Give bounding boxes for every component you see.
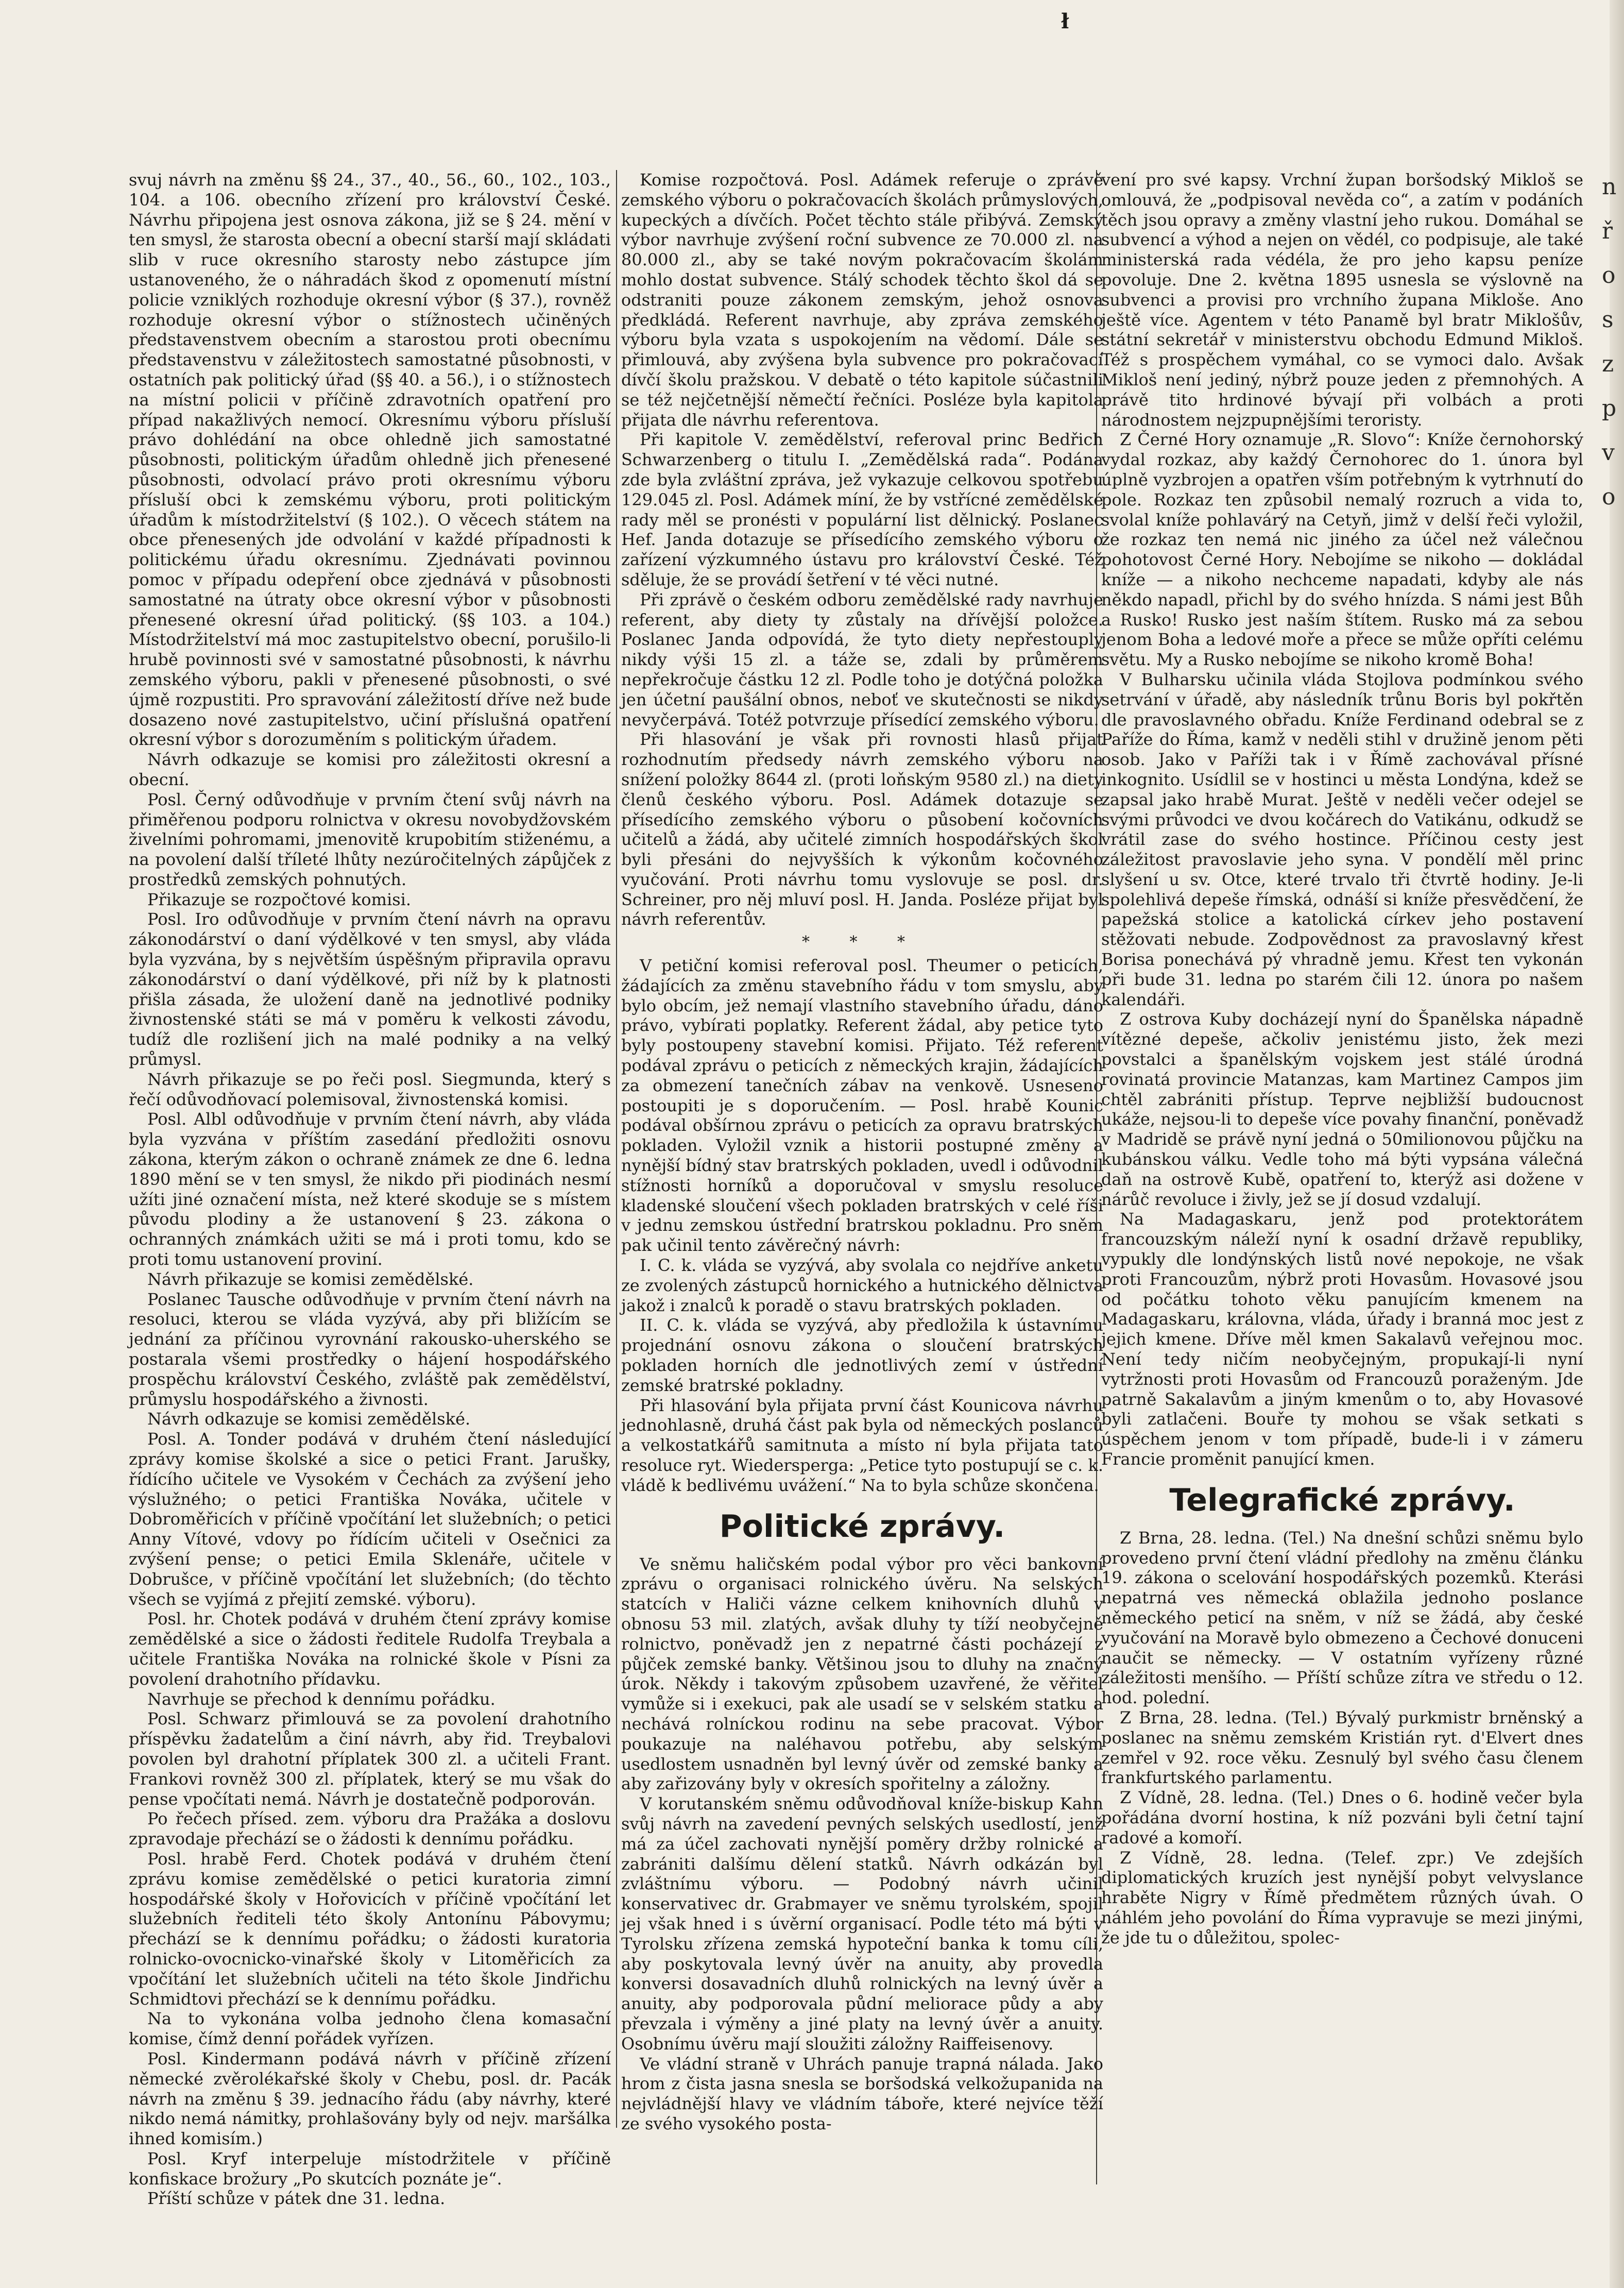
section-heading-telegraphic: Telegrafické zprávy. — [1169, 1482, 1515, 1518]
column-right-part-a — [1101, 170, 1583, 1469]
section-heading-political: Politické zprávy. — [719, 1508, 1005, 1545]
paragraph: V korutanském sněmu odůvodňoval kníže-biskup Kahn svůj návrh na zavedení pevných selských usedlostí, jenž má za účel zachovati nynější poměry držby rolnické a zabrániti dalšímu dělení statků. Návrh odkázán byl zvláštnímu výboru. — Podobný návrh učinil konservativec dr. Grabmayer ve sněmu tyrolském, spojil jej však hned i s úvěrní organisací. Podle této má býti v Tyrolsku zřízena zemská hypoteční banka k tomu cíli, aby poskytovala levný úvěr na anuity, aby provedla konversi dosavadních dluhů rolnických na levný úvěr a anuity, aby podporovala půdní meliorace půdy a aby převzala i výměny a jiné platy na levný úvěr a anuity. Osobnímu úvěru mají sloužiti záložny Raiffeisenovy. — [621, 1794, 1103, 2054]
paragraph: Při zprávě o českém odboru zemědělské rady navrhuje referent, aby diety ty zůstaly na dřívější položce. Poslanec Janda odpovídá, že tyto diety nepřestouply nikdy výši 15 zl. a táže se, zdali by průměrem nepřekročuje částku 12 zl. Podle toho je dotýčná položka jen účetní paušální obnos, neboť ve skutečnosti se nikdy nevyčerpává. Totéž potvrzuje přísedící zemského výboru. — [621, 589, 1103, 730]
paragraph: Z Brna, 28. ledna. (Tel.) Bývalý purkmistr brněnský a poslanec na sněmu zemském Kristián ryt. d'Elvert dnes zemřel v 92. roce věku. Zesnulý byl svého času členem frankfurtského parlamentu. — [1101, 1707, 1583, 1788]
paragraph: Z Černé Hory oznamuje „R. Slovo“: Kníže černohorský vydal rozkaz, aby každý Černohorec do 1. února byl úplně vyzbrojen a opatřen vším potřebným k vytrhnutí do pole. Rozkaz ten způsobil nemalý rozruch a vida to, svolal kníže pohlavárý na Cetyň, jimž v delší řeči vyložil, že rozkaz ten nemá nic jiného za účel než válečnou pohotovost Černé Hory. Nebojíme se nikoho — dokládal kníže — a nikoho nechceme napadati, kdyby ale nás někdo napadl, přichl by do svého hnízda. S námi jest Bůh a Rusko! Rusko jest naším štítem. Rusko má za sebou jenom Boha a ledové moře a přece se může opříti celému světu. My a Rusko nebojíme se nikoho kromě Boha! — [1101, 430, 1583, 670]
paragraph: Z ostrova Kuby docházejí nyní do Španělska nápadně vítězné depeše, ačkoliv jenistému jisto, žek mezi povstalci a španělským vojskem jest stálé úrodná rovinatá provincie Matanzas, kam Martinez Campos jim chtěl zabrániti přístup. Teprve nejbližší budoucnost ukáže, nejsou-li to depeše více povahy finanční, poněvadž v Madridě se právě nyní jedná o 50milionovou půjčku na kubánskou válku. Vedle toho má býti vypsána válečná daň na ostrově Kubě, opatření to, kterýž asi dožene v nárůč revoluce i živly, jež se jí dosud vzdalují. — [1101, 1009, 1583, 1209]
paragraph: Návrh odkazuje se komisi zemědělské. — [147, 1409, 471, 1429]
paragraph: Poslanec Tausche odůvodňuje v prvním čtení návrh na resoluci, kterou se vláda vyzývá, aby při bližícím se jednání za příčinou vyrovnání rakousko-uherského se postarala všemi prostředky o hájení hospodářského prospěchu království Českého, zvláště pak zemědělství, průmyslu hospodářského a živnosti. — [129, 1289, 611, 1409]
paragraph: Posl. Kindermann podává návrh v příčině zřízení německé zvěrolékařské školy v Chebu, posl. dr. Pacák návrh na změnu § 39. jednacího řádu (aby návrhy, které nikdo nemá námitky, prohlašovány byly od nejv. maršálka ihned komisím.) — [129, 2048, 611, 2149]
page-top-mark: ł — [1061, 9, 1069, 33]
paragraph: Posl. Iro odůvodňuje v prvním čtení návrh na opravu zákonodárství o daní výdělkové v ten smysl, aby vláda byla vyzvána, by s největším úspěšným připravila opravu zákonodárství o daní výdělkové, při níž by k platnosti přišla zásada, že uložení daně na jednotlivé podniky živnostenské státi se má v poměru k velkosti závodu, tudíž dle rozlišení jich na malé podniky a na velký průmysl. — [129, 909, 611, 1070]
column-right — [1101, 170, 1583, 2184]
paragraph: Návrh přikazuje se komisi zemědělské. — [147, 1269, 474, 1289]
paragraph: Při hlasování byla přijata první část Kounicova návrhu jednohlasně, druhá část pak byla od německých poslanců a velkostatkářů samitnuta a místo ní byla přijata tato resoluce ryt. Wiedersperga: „Petice tyto postupují se c. k. vládě k bedlivému uvážení.“ Na to byla schůze skončena. — [621, 1395, 1103, 1495]
paragraph: Komise rozpočtová. Posl. Adámek referuje o zprávě zemského výboru o pokračovacích školách průmyslových, kupeckých a dívčích. Počet těchto stále přibývá. Zemský výbor navrhuje zvýšení roční subvence ze 70.000 zl. na 80.000 zl., aby se také novým pokračovacím školám mohlo dostat subvence. Stálý schodek těchto škol dá se odstraniti pouze zákonem zemským, jehož osnova předkládá. Referent navrhuje, aby zpráva zemského výboru byla vzata s uspokojením na vědomí. Dále se přimlouvá, aby zvýšena byla subvence pro pokračovací dívčí školu pražskou. V debatě o této kapitole súčastnili se též nejčetnější němečtí řečníci. Posléze byla kapitola přijata dle návrhu referentova. — [621, 170, 1103, 430]
paragraph: Navrhuje se přechod k dennímu pořádku. — [147, 1689, 495, 1709]
paragraph: Ve vládní straně v Uhrách panuje trapná nálada. Jako hrom z čista jasna snesla se boršodská velkožupanida na nejvládnější hlavy ve vládním táboře, které nejvíce těží ze svého vysokého posta- — [621, 2054, 1103, 2133]
section-stars: * * * — [801, 933, 923, 952]
paragraph: Posl. Schwarz přimlouvá se za povolení drahotního příspěvku žadatelům a činí návrh, aby řid. Treybalovi povolen byl drahotní příplatek 300 zl. a učiteli Frant. Frankovi rovněž 300 zl. příplatek, který se mu však do pense vpočítati nemá. Návrh je dostatečně podporován. — [129, 1709, 611, 1809]
column-rule-1 — [616, 170, 617, 2128]
paragraph: Návrh přikazuje se po řeči posl. Siegmunda, který s řečí odůvodňovací polemisoval, živnostenská komisi. — [129, 1069, 611, 1109]
paragraph: Při kapitole V. zemědělství, referoval princ Bedřich Schwarzenberg o titulu I. „Zemědělská rada“. Podána zde byla zvláštní zpráva, jež vykazuje celkovou spotřebu 129.045 zl. Posl. Adámek míní, že by vstřícné zemědělské rady měl se pronésti v populární list dělnický. Poslanec Hef. Janda dotazuje se přísedícího zemského výboru o zařízení výzkumného ústavu pro království České. Též sděluje, že se provádí šetření v té věci nutné. — [621, 430, 1103, 589]
paragraph: Při hlasování je však při rovnosti hlasů přijat rozhodnutím předsedy návrh zemského výboru na snížení položky 8644 zl. (proti loňským 9580 zl.) na diety členů českého výboru. Posl. Adámek dotazuje se přísedícího zemského výboru o působení kočovních učitelů a žádá, aby učitelé zimních hospodářských škol byli přesáni do nejvyšších k výkonům kočovného vyučování. Proti návrhu tomu vyslovuje se posl. dr. Schreiner, pro něj mluví posl. H. Janda. Posléze přijat byl návrh referentův. — [621, 730, 1103, 929]
column-middle-part-a — [621, 170, 1103, 929]
bleed-char: p — [1602, 395, 1617, 421]
column-middle — [621, 170, 1103, 2184]
column-right-part-b — [1101, 1528, 1583, 1948]
paragraph: Z Vídně, 28. ledna. (Tel.) Dnes o 6. hodině večer byla pořádána dvorní hostina, k níž pozváni byli četní tajní radové a komoří. — [1101, 1788, 1583, 1848]
paragraph: Přikazuje se rozpočtové komisi. — [147, 889, 412, 909]
paragraph: Ve sněmu haličském podal výbor pro věci bankovní zprávu o organisaci rolnického úvěru. Na selských statcích v Haliči vázne celkem knihovních dluhů v obnosu 53 mil. zlatých, avšak dluhy ty tíží neobyčejně rolnictvo, poněvadž jen z nepatrné části pocházejí z půjček zemské banky. Většinou jsou to dluhy na značný úrok. Někdy i takovým způsobem uzavřené, že věřitel vymůže si i exekuci, pak ale usadí se v selském statku a nechává rolníckou rodinu na sebe pracovat. Výbor poukazuje na naléhavou potřebu, aby selským usedlostem usnadněn byl levný úvěr od zemské banky a aby zařizovány byly v okresích spořitelny a záložny. — [621, 1554, 1103, 1794]
bleed-char: o — [1602, 484, 1616, 510]
paragraph: Návrh odkazuje se komisi pro záležitosti okresní a obecní. — [129, 750, 611, 789]
column-middle-part-c — [621, 1554, 1103, 2134]
bleed-char: ř — [1602, 218, 1613, 244]
paragraph: Na to vykonána volba jednoho člena komasační komise, čímž denní pořádek vyřízen. — [129, 2009, 611, 2049]
adjacent-page-bleed — [1602, 165, 1620, 519]
paragraph: Posl. Albl odůvodňuje v prvním čtení návrh, aby vláda byla vyzvána v příštím zasedání předložiti osnovu zákona, kterým zákon o ochraně známek ze dne 6. ledna 1890 mění se v ten smysl, že nikdo při piodinách nesmí užíti jiné označení místa, než které skoduje se s místem původu plodiny a že ustanovení § 23. zákona o ochranných známkách užiti se má i proti tomu, kdo se proti tomu ustanovení proviní. — [129, 1109, 611, 1269]
column-left — [129, 170, 611, 2209]
paragraph: V Bulharsku učinila vláda Stojlova podmínkou svého setrvání v úřadě, aby následník trůnu Boris byl pokřtěn dle pravoslavného obřadu. Kníže Ferdinand odebral se z Paříže do Říma, kamž v neděli stihl v družině jenom pěti osob. Jako v Paříži tak i v Římě zachovával přísné inkognito. Usídlil se v hostinci u města Londýna, kdež se zapsal jako hrabě Murat. Ještě v neděli večer odejel se svými průvodci ve dvou kočárech do Vatikánu, odkudž se vrátil zase do svého hostince. Příčinou cesty jest záležitost pravoslavie jeho syna. V pondělí měl princ slyšení u sv. Otce, které trvalo tři čtvrtě hodiny. Je-li spolehlivá depeše římská, odnáší si kníže přesvědčení, že papežská stolice a katolická církev jeho postavení stěžovati nebude. Zodpovědnost za pravoslavný křest Borisa ponechává pý vhradně jemu. Křest ten vykonán při bude 31. ledna po starém čili 12. února po našem kalendáři. — [1101, 669, 1583, 1009]
paragraph: Posl. A. Tonder podává v druhém čtení následující zprávy komise školské a sice o petici Frant. Jarušky, řídícího učitele ve Vysokém v Čechách za zvýšení jeho výslužného; o petici Františka Nováka, učitele v Dobroměřicích v příčině vpočítání let služebních; o petici Anny Vítové, vdovy po řídícím učiteli v Osečnici za zvýšení pense; o petici Emila Sklenáře, učitele v Dobrušce, v příčině vpočítání let služebních; (do těchto všech se vyjímá z přejití zemské. výboru). — [129, 1429, 611, 1609]
paragraph: vení pro své kapsy. Vrchní župan boršodský Mikloš se omlouvá, že „podpisoval nevěda co“, a zatím v podáních těch jsou opravy a změny vlastní jeho rukou. Domáhal se subvencí a výhod a nejen on vědél, co podpisuje, ale také ministerská rada védéla, že pro jeho kapsu peníze povoluje. Dne 2. května 1895 usnesla se výslovně na subvenci a provisi pro vrchního župana Mikloše. Ano ještě více. Agentem v této Panamě byl bratr Miklošův, státní sekretář v ministerstvu obchodu Edmund Mikloš. Též s prospěchem vymáhal, co se vymoci dalo. Avšak Mikloš není jediný, nýbrž pouze jeden z přemnohých. A právě tito hrdinové bývají při volbách a proti národnostem nejzpupnějšími teroristy. — [1101, 170, 1583, 430]
paragraph: Posl. hr. Chotek podává v druhém čtení zprávy komise zemědělské a sice o žádosti ředitele Rudolfa Treybala a učitele Františka Nováka na rolnické škole v Písni za povolení drahotního přídavku. — [129, 1609, 611, 1689]
bleed-char: s — [1602, 307, 1614, 333]
paragraph: Z Brna, 28. ledna. (Tel.) Na dnešní schůzi sněmu bylo provedeno první čtení vládní předlohy na změnu článku 19. zákona o scelování hospodářských pozemků. Kterási nepatrná ves německá oblažila jednoho poslance německého peticí na sněm, v níž se žádá, aby české vyučování na Moravě bylo obmezeno a Čechové donuceni naučit se německy. — V ostatním vyřízeny různé záležitosti menšího. — Příští schůze zítra ve středu o 12. hod. polední. — [1101, 1528, 1583, 1708]
paragraph: Příští schůze v pátek dne 31. ledna. — [147, 2189, 446, 2209]
column-middle-part-b — [621, 956, 1103, 1496]
bleed-char: v — [1602, 439, 1615, 466]
paragraph: II. C. k. vláda se vyzývá, aby předložila k ústavnímu projednání osnovu zákona o sloučení bratrských pokladen horních dle jednotlivých zemí v ústřední zemské bratrské pokladny. — [621, 1315, 1103, 1395]
bleed-char: z — [1602, 351, 1614, 377]
paragraph: Posl. Kryf interpeluje místodržitele v příčině konfiskace brožury „Po skutcích poznáte je“. — [129, 2148, 611, 2189]
paragraph: Po řečech přísed. zem. výboru dra Pražáka a doslovu zpravodaje přechází se o žádosti k dennímu pořádku. — [129, 1809, 611, 1849]
paragraph: Na Madagaskaru, jenž pod protektorátem francouzským náleží nyní k osadní državě republiky, vypukly dle londýnských listů nové nepokoje, ne však proti Francouzům, nýbrž proti Hovasům. Hovasové jsou od počátku tohoto věku panujícím kmenem na Madagaskaru, královna, vláda, úřady i branná moc jest z jejich kmene. Dříve měl kmen Sakalavů veřejnou moc. Není tedy ničím neobyčejným, propukají-li nyní vytržnosti proti Hovasům od Francouzů poraženým. Jde patrně Sakalavům a jiným kmenům o to, aby Hovasové byli zatlačeni. Bouře ty mohou se však setkati s úspěchem jenom v tom případě, bude-li i v zámeru Francie proměnit panující kmen. — [1101, 1209, 1583, 1469]
paragraph: V petiční komisi referoval posl. Theumer o peticích, žádajících za změnu stavebního řádu v tom smyslu, aby bylo obcím, jež nemají vlastního stavebního úřadu, dáno právo, vybírati poplatky. Referent žádal, aby petice tyto byly postoupeny stavební komisi. Přijato. Též referent podával zprávu o peticích z německých krajin, žádajících za obmezení tanečních zábav na venkově. Usneseno postoupiti je s doporučením. — Posl. hrabě Kounic podával obšírnou zprávu o peticích za opravu bratrských pokladen. Vyložil vznik a historii postupné změny a nynější bídný stav bratrských pokladen, uvedl i odůvodnil stížnosti horníků a doporučoval v smyslu resoluce kladenské sloučení všech pokladen bratrských v celé říši v jednu zemskou ústřední bratrskou pokladnu. Pro sněm pak učinil tento závěrečný návrh: — [621, 956, 1103, 1256]
paragraph: Z Vídně, 28. ledna. (Telef. zpr.) Ve zdejších diplomatických kruzích jest nynější pobyt velvyslance hraběte Nigry v Římě předmětem různých úvah. O náhlém jeho povolání do Říma vypravuje se mezi jinými, že jde tu o důležitou, spolec- — [1101, 1848, 1583, 1947]
paragraph: Posl. hrabě Ferd. Chotek podává v druhém čtení zprávu komise zemědělské o petici kuratoria zimní hospodářské školy v Hořovicích v příčině vpočítání let služebních řediteli této školy Antonínu Pábovymu; přechází se k dennímu pořádku; o žádosti kuratoria rolnicko-ovocnicko-vinařské školy v Litoměřicích za vpočítání let služebních učiteli na této škole Jindřichu Schmidtovi přechází se k dennímu pořádku. — [129, 1849, 611, 2009]
paragraph: svuj návrh na změnu §§ 24., 37., 40., 56., 60., 102., 103., 104. a 106. obecního zřízení pro království České. Návrhu připojena jest osnova zákona, již se § 24. mění v ten smysl, že starosta obecní a obecní starší mají skládati slib v ruce okresního starosty nebo zástupce jím ustanoveného, že o náhradách škod z opomenutí místní policie vzniklých rozhoduje okresní výbor (§ 37.), rovněž rozhoduje okresní výbor o stížnostech učiněných představenstvem obecním a starostou proti obecnímu představenstvu v záležitostech samostatné působnosti, v ostatních pak politický úřad (§§ 40. a 56.), i o stížnostech na místní policii v příčině zdravotních opatření pro případ nakažlivých nemocí. Okresnímu výboru přísluší právo dohlédání na obce ohledně jich samostatné působnosti, politickým úřadům ohledně jich přenesené působnosti, odvolací právo proti okresnímu výboru přísluší obci k zemskému výboru, proti politickým úřadům k místodržitelství (§ 102.). O věcech státem na obce přenesených jde odvolání v každé případnosti k politickému úřadu okresnímu. Zjednávati povinnou pomoc v případu odepření obce zjednává v působnosti samostatné na útraty obce okresní výbor v působnosti přenesené okresní úřad politický. (§§ 103. a 104.) Místodržitelství má moc zastupitelstvo obecní, porušilo-li hrubě povinnosti své v samostatné působnosti, k návrhu zemského výboru, pakli v přenesené působnosti, o své újmě rozpustiti. Pro spravování záležitostí dříve než bude dosazeno nové zastupitelstvo, učiní příslušná opatření okresní výbor s dorozuměním s politickým úřadem. — [129, 170, 611, 750]
bleed-char: o — [1602, 262, 1616, 289]
paragraph: Posl. Černý odůvodňuje v prvním čtení svůj návrh na přiměřenou podporu rolnictva v okresu novobydžovském živelními pohromami, jmenovitě krupobitím stiženému, a na povolení další tříleté lhůty nezúročitelných zápůjček z prostředků zemských pohnutých. — [129, 789, 611, 889]
bleed-char: n — [1602, 174, 1617, 200]
paragraph: I. C. k. vláda se vyzývá, aby svolala co nejdříve anketu ze zvolených zástupců hornického a hutnického dělnictva jakož i znalců k poradě o stavu bratrských pokladen. — [621, 1256, 1103, 1315]
